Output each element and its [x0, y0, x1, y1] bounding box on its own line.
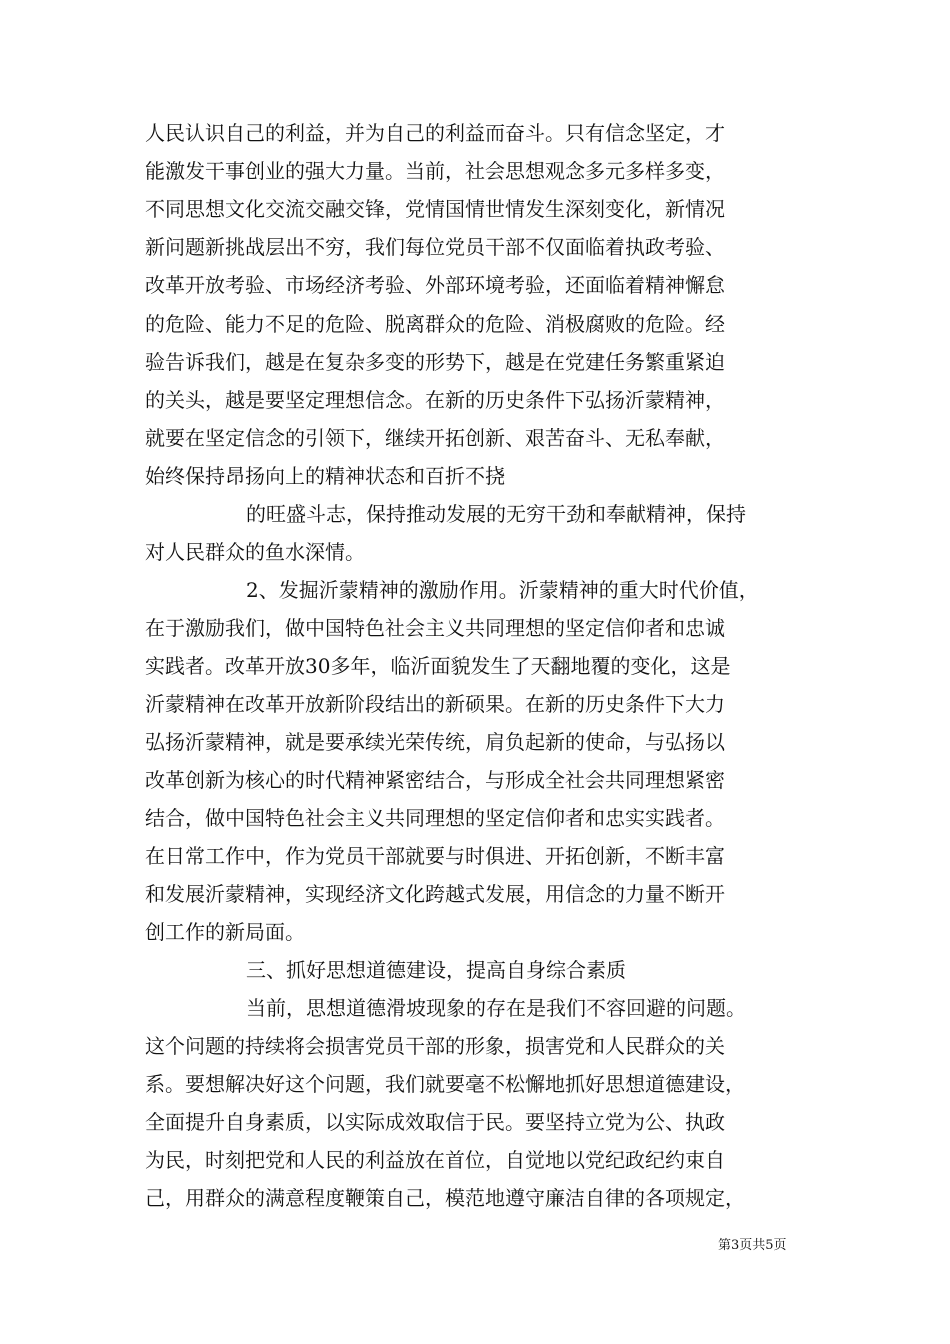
body-text-line: 系。要想解决好这个问题，我们就要毫不松懈地抓好思想道德建设， — [145, 1072, 745, 1096]
section-paragraph-start: 当前，思想道德滑坡现象的存在是我们不容回避的问题。 — [246, 996, 746, 1020]
body-text-line: 新问题新挑战层出不穷，我们每位党员干部不仅面临着执政考验、 — [145, 235, 725, 259]
body-text-line: 己，用群众的满意程度鞭策自己，模范地遵守廉洁自律的各项规定， — [145, 1186, 745, 1210]
body-text-line: 在于激励我们，做中国特色社会主义共同理想的坚定信仰者和忠诚 — [145, 616, 725, 640]
body-text-line: 为民，时刻把党和人民的利益放在首位，自觉地以党纪政纪约束自 — [145, 1148, 725, 1172]
body-text-line: 验告诉我们，越是在复杂多变的形势下，越是在党建任务繁重紧迫 — [145, 350, 725, 374]
body-text-line: 的危险、能力不足的危险、脱离群众的危险、消极腐败的危险。经 — [145, 312, 725, 336]
body-text-line: 创工作的新局面。 — [145, 920, 305, 944]
body-text-line: 对人民群众的鱼水深情。 — [145, 540, 365, 564]
body-text-line: 在日常工作中，作为党员干部就要与时俱进、开拓创新，不断丰富 — [145, 844, 725, 868]
body-text-line: 能激发干事创业的强大力量。当前，社会思想观念多元多样多变， — [145, 159, 725, 183]
body-text-line: 沂蒙精神在改革开放新阶段结出的新硕果。在新的历史条件下大力 — [145, 692, 725, 716]
body-text-line: 实践者。改革开放30多年，临沂面貌发生了天翻地覆的变化，这是 — [145, 654, 731, 678]
body-text-line: 不同思想文化交流交融交锋，党情国情世情发生深刻变化，新情况 — [145, 197, 725, 221]
section-heading: 三、抓好思想道德建设，提高自身综合素质 — [246, 958, 626, 982]
body-text-line: 全面提升自身素质，以实际成效取信于民。要坚持立党为公、执政 — [145, 1110, 725, 1134]
body-text-line: 就要在坚定信念的引领下，继续开拓创新、艰苦奋斗、无私奉献， — [145, 426, 725, 450]
body-text-line: 人民认识自己的利益，并为自己的利益而奋斗。只有信念坚定，才 — [145, 121, 725, 145]
body-text-line: 和发展沂蒙精神，实现经济文化跨越式发展，用信念的力量不断开 — [145, 882, 725, 906]
section-paragraph-start: 2、发掘沂蒙精神的激励作用。沂蒙精神的重大时代价值， — [246, 578, 759, 602]
page-number-footer: 第3页共5页 — [718, 1238, 787, 1253]
body-text-line: 改革开放考验、市场经济考验、外部环境考验，还面临着精神懈怠 — [145, 273, 725, 297]
body-text-line: 改革创新为核心的时代精神紧密结合，与形成全社会共同理想紧密 — [145, 768, 725, 792]
body-text-line: 结合，做中国特色社会主义共同理想的坚定信仰者和忠实实践者。 — [145, 806, 725, 830]
body-text-line: 的旺盛斗志，保持推动发展的无穷干劲和奉献精神，保持 — [246, 502, 746, 526]
body-text-line: 始终保持昂扬向上的精神状态和百折不挠 — [145, 464, 505, 488]
body-text-line: 这个问题的持续将会损害党员干部的形象，损害党和人民群众的关 — [145, 1034, 725, 1058]
body-text-line: 弘扬沂蒙精神，就是要承续光荣传统，肩负起新的使命，与弘扬以 — [145, 730, 725, 754]
body-text-line: 的关头，越是要坚定理想信念。在新的历史条件下弘扬沂蒙精神， — [145, 388, 725, 412]
